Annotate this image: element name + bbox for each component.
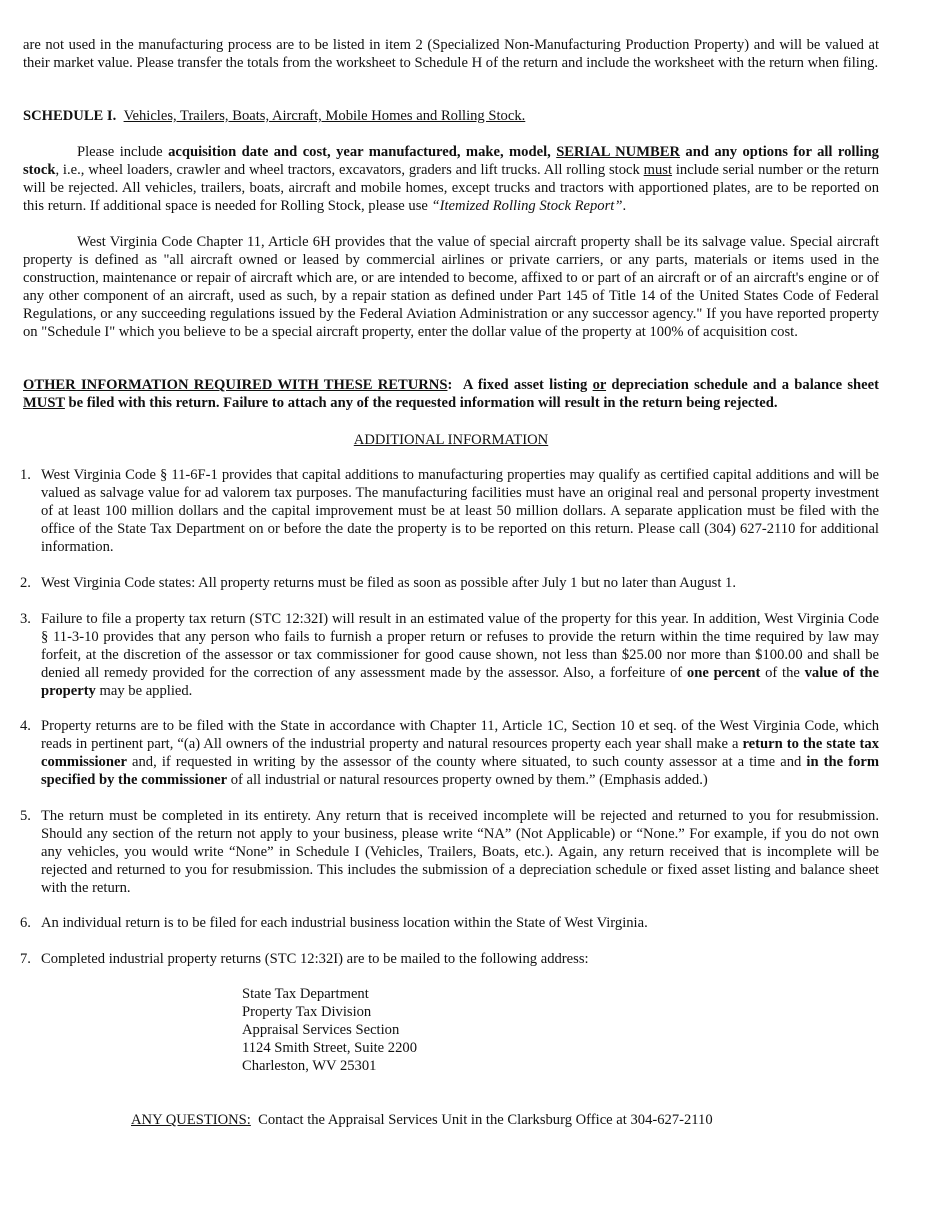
address-line: Property Tax Division <box>242 1004 372 1020</box>
other-information-heading: OTHER INFORMATION REQUIRED WITH THESE RETURNS <box>23 377 448 393</box>
address-line: Charleston, WV 25301 <box>242 1058 377 1074</box>
document-page: are not used in the manufacturing process are to be listed in item 2 (Specialized Non-Manufacturing Production Property) and will be valued at their market value. Please transfer the totals from the worksheet to Schedule H of the return and include the worksheet with the return when filing. SCHEDULE I. Vehicles, Trailers, Boats, Aircraft, Mobile Homes and Rolling Stock. Please include acquisition date and cost, year manufactured, make, model, SERIAL NUMBER and any options for all rolling stock, i.e., wheel loaders, crawler and wheel tractors, excavators, graders and lift trucks. All rolling stock must include serial number or the return will be rejected. All vehicles, trailers, boats, aircraft and mobile homes, except trucks and tractors with apportioned plates, are to be reported on this return. If additional space is needed for Rolling Stock, please use “Itemized Rolling Stock Report”. West Virginia Code Chapter 11, Article 6H provides that the value of special aircraft property shall be its salvage value. Special aircraft property is defined as "all aircraft owned or leased by commercial airlines or private carriers, or any parts, materials or items used in the construction, maintenance or repair of aircraft which are, or are intended to become, affixed to or part of an aircraft or of an aircraft's engine or of any other component of an aircraft, used as such, by a repair station as defined under Part 145 of Title 14 of the United States Code of Federal Regulations, or any succeeding regulations issued by the Federal Aviation Administration or any successor agency." If you have reported property on "Schedule I" which you believe to be a special aircraft property, enter the dollar value of the property at 100% of acquisition cost. OTHER INFORMATION REQUIRED WITH THESE RETURNS: A fixed asset listing or depreciation schedule and a balance sheet MUST be filed with this return. Failure to attach any of the requested information will result in the return being rejected. ADDITIONAL INFORMATION 1. West Virginia Code § 11-6F-1 provides that capital additions to manufacturing properties may qualify as certified capital additions and will be valued as salvage value for ad valorem tax purposes. The manufacturing facilities must have an original real and personal property investment of at least 100 million dollars and the capital improvement must be at least 50 million dollars. A separate application must be filed with the office of the State Tax Department on or before the date the property is to be reported on this return. Please call (304) 627-2110 for additional information. 2. West Virginia Code states: All property returns must be filed as soon as possible after July 1 but no later than August 1. 3. Failure to file a property tax return (STC 12:32I) will result in an estimated value of the property for this year. In addition, West Virginia Code § 11-3-10 provides that any person who fails to furnish a proper return or refuses to provide the return within the time required by law may forfeit, at the discretion of the assessor or tax commissioner for good cause shown, not less than $25.00 nor more than $100.00 and shall be denied all remedy provided for the correction of any assessment made by the assessor. Also, a forfeiture of one percent of the value of the property may be applied. 4. Property returns are to be filed with the State in accordance with Chapter 11, Article 1C, Section 10 et seq. of the West Virginia Code, which reads in pertinent part, “(a) All owners of the industrial property and natural resources property each year shall make a return to the state tax commissioner and, if requested in writing by the assessor of the county where situated, to such county assessor at a time and in the form specified by the commissioner of all industrial or natural resources property owned by them.” (Emphasis added.) 5. The return must be completed in its entirety. Any return that is received incomplete will be rejected and returned to you for resubmission. Should any section of the return not apply to your business, please write “NA” (Not Applicable) or “None.” For example, if you do not own any vehicles, you would write “None” in Schedule I (Vehicles, Trailers, Boats, etc.). Again, any return received that is incomplete will be rejected and returned to you for resubmission. This includes the submission of a depreciation schedule or fixed asset listing and balance sheet with the return. 6. An individual return is to be filed for each industrial business location within the State of West Virginia. 7. Completed industrial property returns (STC 12:32I) are to be mailed to the following address: State Tax Department Property Tax Division Appraisal Services Section 1124 Smith Street, Suite 2200 Charleston, WV 25301 ANY QUESTIONS: Contact the Appraisal Services Unit in the Clarksburg Office at 304-627-2110 <box>20 37 880 1128</box>
other-information-paragraph: OTHER INFORMATION REQUIRED WITH THESE RETURNS: A fixed asset listing or depreciation schedule and a balance sheet MUST be filed with this return. Failure to attach any of the requested information will result in the return being rejected. <box>23 377 879 411</box>
any-questions-label: ANY QUESTIONS: <box>131 1112 251 1128</box>
footer-contact-text: Contact the Appraisal Services Unit in the Clarksburg Office at 304-627-2110 <box>250 1112 713 1128</box>
address-line: State Tax Department <box>242 986 369 1002</box>
schedule-i-title: Vehicles, Trailers, Boats, Aircraft, Mobile Homes and Rolling Stock. <box>123 108 526 124</box>
address-line: 1124 Smith Street, Suite 2200 <box>242 1040 417 1056</box>
serial-number-emphasis: SERIAL NUMBER <box>556 144 680 160</box>
schedule-i-paragraph-1: Please include acquisition date and cost, year manufactured, make, model, SERIAL NUMBER and any options for all rolling stock, i.e., wheel loaders, crawler and wheel tractors, excavators, graders and lift trucks. All rolling stock must include serial number or the return will be rejected. All vehicles, trailers, boats, aircraft and mobile homes, except trucks and tractors with apportioned plates, are to be reported on this return. If additional space is needed for Rolling Stock, please use “Itemized Rolling Stock Report”. <box>23 144 880 214</box>
schedule-i-paragraph-2: West Virginia Code Chapter 11, Article 6H provides that the value of special aircraft property shall be its salvage value. Special aircraft property is defined as "all aircraft owned or leased by commercial airlines or private carriers, or any parts, materials or items used in the construction, maintenance or repair of aircraft which are, or are intended to become, affixed to or part of an aircraft or of an aircraft's engine or of any other component of an aircraft, used as such, by a repair station as defined under Part 145 of Title 14 of the United States Code of Federal Regulations, or any succeeding regulations issued by the Federal Aviation Administration or any successor agency." If you have reported property on "Schedule I" which you believe to be a special aircraft property, enter the dollar value of the property at 100% of acquisition cost. <box>23 234 879 340</box>
schedule-i-label: SCHEDULE I <box>23 108 113 124</box>
footer-contact <box>131 1111 713 1129</box>
intro-paragraph: are not used in the manufacturing process are to be listed in item 2 (Specialized Non-Manufacturing Production Property) and will be valued at their market value. Please transfer the totals from the worksheet to Schedule H of the return and include the worksheet with the return when filing. <box>23 37 879 71</box>
rolling-stock-report-title: “Itemized Rolling Stock Report” <box>431 198 623 214</box>
mailing-address <box>242 985 417 1075</box>
schedule-i-heading: SCHEDULE I. Vehicles, Trailers, Boats, Aircraft, Mobile Homes and Rolling Stock. <box>23 108 526 124</box>
additional-information-heading: ADDITIONAL INFORMATION <box>353 432 549 448</box>
address-line: Appraisal Services Section <box>242 1022 400 1038</box>
